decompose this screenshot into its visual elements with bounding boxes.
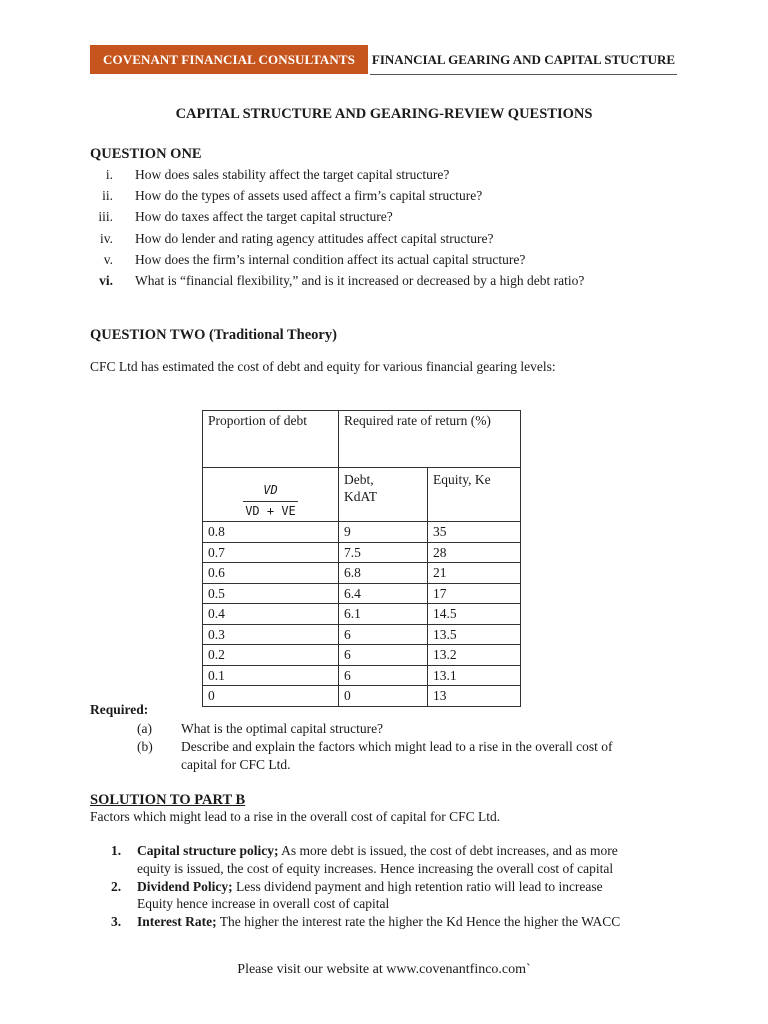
cell-debt: 6.1: [339, 604, 428, 625]
cell-proportion: 0.5: [203, 583, 339, 604]
cell-equity: 13: [428, 686, 521, 707]
table-header-formula: [203, 468, 339, 522]
cell-debt: 0: [339, 686, 428, 707]
cell-debt: 6: [339, 665, 428, 686]
list-item-number: v.: [103, 252, 113, 267]
solution-item-bold: Interest Rate;: [137, 914, 217, 929]
solution-item-text: As more debt is issued, the cost of debt increases, and as more: [278, 843, 618, 858]
debt-header-line1: Debt,: [344, 472, 374, 487]
cell-proportion: 0.8: [203, 522, 339, 543]
req-b-number: (b): [137, 739, 153, 754]
solution-item-line1: [137, 843, 618, 859]
list-item-number: iii.: [98, 209, 113, 224]
solution-item-number: 1.: [111, 843, 122, 858]
cell-debt: 6: [339, 624, 428, 645]
fraction-numerator: VD: [243, 481, 298, 502]
gearing-table: [202, 410, 521, 707]
list-item: How does the firm’s internal condition affect its actual capital structure?: [135, 252, 526, 267]
solution-item-line2: equity is issued, the cost of equity increases. Hence increasing the overall cost of capital: [137, 861, 614, 876]
cell-equity: 14.5: [428, 604, 521, 625]
solution-item-number: 2.: [111, 879, 122, 894]
debt-header-line2: KdAT: [344, 489, 377, 504]
question-one-heading: QUESTION ONE: [90, 146, 202, 162]
cell-proportion: 0.1: [203, 665, 339, 686]
table-header-required-return: Required rate of return (%): [339, 411, 521, 468]
list-item: How do taxes affect the target capital structure?: [135, 209, 393, 224]
solution-item-bold: Capital structure policy;: [137, 843, 279, 858]
table-row: [203, 624, 521, 645]
table-row: [203, 583, 521, 604]
list-item: How do lender and rating agency attitudes affect capital structure?: [135, 231, 494, 246]
list-item: How do the types of assets used affect a firm’s capital structure?: [135, 188, 483, 203]
list-item: What is “financial flexibility,” and is it increased or decreased by a high debt ratio?: [135, 273, 585, 288]
table-header-proportion: Proportion of debt: [203, 411, 339, 468]
solution-item-text: The higher the interest rate the higher the Kd Hence the higher the WACC: [216, 914, 621, 929]
fraction-denominator: VD + VE: [245, 503, 296, 518]
cell-debt: 9: [339, 522, 428, 543]
cell-proportion: 0.4: [203, 604, 339, 625]
question-two-intro: CFC Ltd has estimated the cost of debt and equity for various financial gearing levels:: [90, 359, 556, 374]
table-row: [203, 542, 521, 563]
header-company-name: COVENANT FINANCIAL CONSULTANTS: [90, 45, 368, 74]
cell-proportion: 0.3: [203, 624, 339, 645]
solution-item-number: 3.: [111, 914, 122, 929]
list-item-number: vi.: [99, 273, 113, 288]
cell-debt: 6.8: [339, 563, 428, 584]
cell-equity: 28: [428, 542, 521, 563]
cell-equity: 13.2: [428, 645, 521, 666]
list-item-number: iv.: [100, 231, 113, 246]
question-two-heading: QUESTION TWO (Traditional Theory): [90, 327, 337, 343]
solution-item-line1: [137, 879, 603, 895]
table-row: [203, 686, 521, 707]
page-title: CAPITAL STRUCTURE AND GEARING-REVIEW QUESTIONS: [175, 106, 593, 122]
cell-proportion: 0.6: [203, 563, 339, 584]
table-header-equity: Equity, Ke: [428, 468, 521, 522]
cell-equity: 13.1: [428, 665, 521, 686]
table-row: [203, 665, 521, 686]
header-document-topic: FINANCIAL GEARING AND CAPITAL STUCTURE: [370, 45, 677, 75]
cell-proportion: 0: [203, 686, 339, 707]
solution-heading: SOLUTION TO PART B: [90, 792, 246, 808]
table-row: [203, 645, 521, 666]
cell-debt: 6: [339, 645, 428, 666]
cell-equity: 21: [428, 563, 521, 584]
req-b-line1: Describe and explain the factors which might lead to a rise in the overall cost of: [181, 739, 613, 754]
req-a-text: What is the optimal capital structure?: [181, 721, 384, 736]
cell-proportion: 0.7: [203, 542, 339, 563]
req-b-line2: capital for CFC Ltd.: [181, 757, 291, 772]
table-header-debt: [339, 468, 428, 522]
solution-item-text: Less dividend payment and high retention ratio will lead to increase: [232, 879, 603, 894]
list-item-number: i.: [105, 167, 113, 182]
cell-debt: 6.4: [339, 583, 428, 604]
cell-equity: 35: [428, 522, 521, 543]
cell-equity: 17: [428, 583, 521, 604]
list-item-number: ii.: [102, 188, 113, 203]
fraction-vd-over-v: [243, 481, 298, 521]
list-item: How does sales stability affect the target capital structure?: [135, 167, 450, 182]
solution-item-bold: Dividend Policy;: [137, 879, 233, 894]
table-row: [203, 604, 521, 625]
solution-item-line1: [137, 914, 620, 930]
cell-equity: 13.5: [428, 624, 521, 645]
solution-intro: Factors which might lead to a rise in the overall cost of capital for CFC Ltd.: [90, 809, 501, 824]
cell-proportion: 0.2: [203, 645, 339, 666]
cell-debt: 7.5: [339, 542, 428, 563]
footer-website-note: Please visit our website at www.covenantfinco.com`: [237, 962, 531, 977]
table-row: [203, 563, 521, 584]
required-label: Required:: [90, 702, 149, 717]
table-row: [203, 522, 521, 543]
solution-item-line2: Equity hence increase in overall cost of capital: [137, 896, 390, 911]
req-a-number: (a): [137, 721, 152, 736]
